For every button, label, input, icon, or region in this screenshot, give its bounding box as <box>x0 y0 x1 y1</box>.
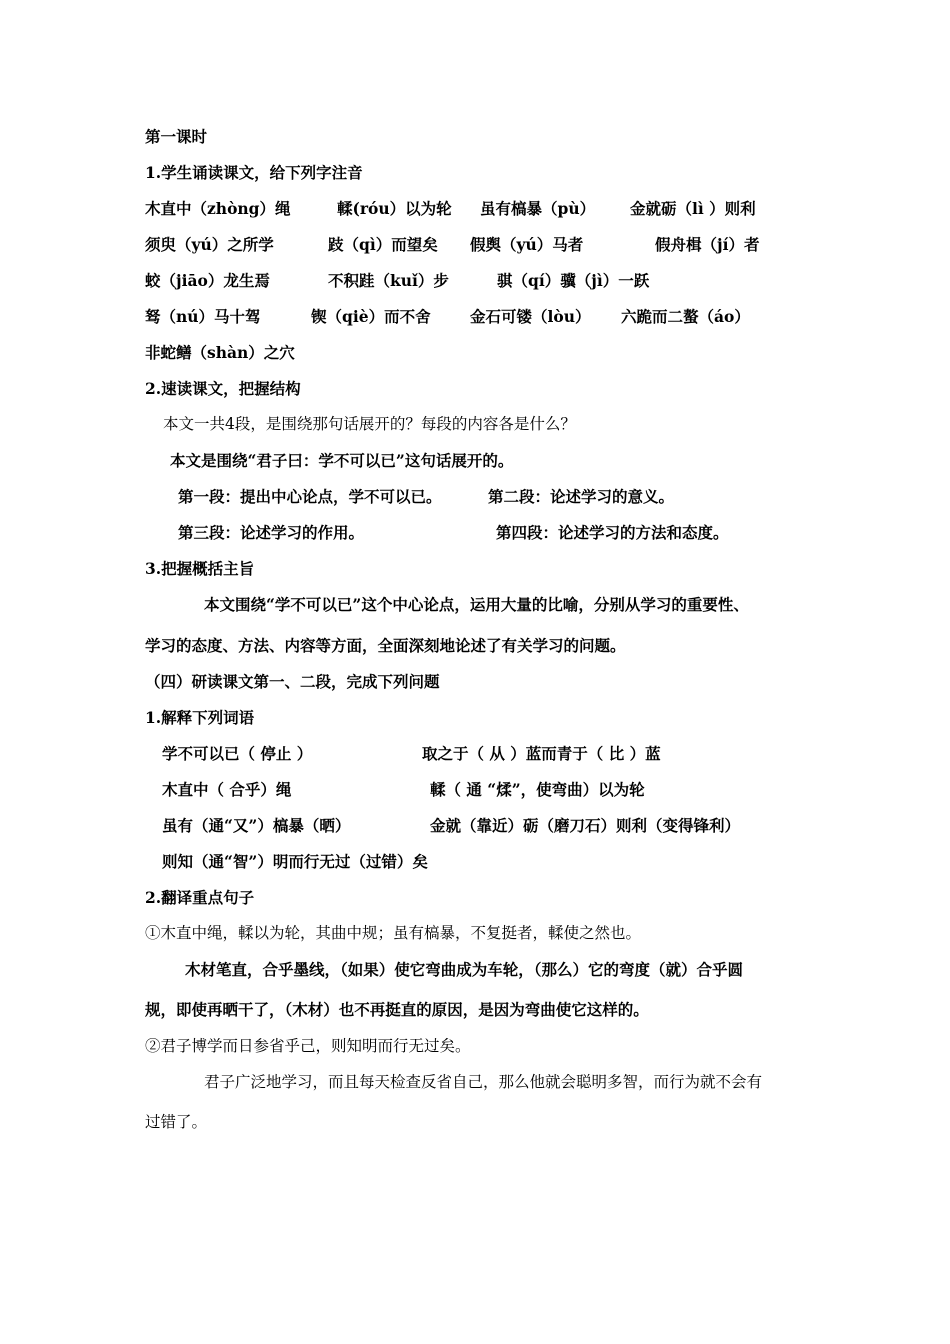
pinyin-item: 金就砺（lì ）则利 <box>630 199 756 218</box>
pinyin-item: 锲（qiè）而不舍 <box>311 307 431 326</box>
translation-2-line-2: 过错了。 <box>145 1113 208 1131</box>
translation-1-line-1: 木材笔直，合乎墨线，（如果）使它弯曲成为车轮，（那么）它的弯度（就）合乎圆 <box>185 960 744 979</box>
pinyin-item: 虽有槁暴（pù） <box>480 199 596 218</box>
vocabulary-item: 学不可以已（ 停止 ） <box>162 744 313 763</box>
vocabulary-item: 輮（ 通 “煣”，使弯曲）以为轮 <box>430 780 645 799</box>
pinyin-item: 六跪而二螯（áo） <box>621 307 750 326</box>
pinyin-item: 骐（qí）骥（jì）一跃 <box>497 271 650 290</box>
pinyin-item: 木直中（zhòng）绳 <box>145 199 291 218</box>
paragraph-4-summary: 第四段：论述学习的方法和态度。 <box>496 523 729 542</box>
structure-question: 本文一共4段，是围绕那句话展开的？每段的内容各是什么？ <box>163 415 576 433</box>
vocabulary-item: 取之于（ 从 ）蓝而青于（ 比 ）蓝 <box>422 744 661 763</box>
translation-heading: 2.翻译重点句子 <box>145 888 255 907</box>
vocabulary-row-4: 则知（通“智”）明而行无过（过错）矣 <box>162 852 428 871</box>
pinyin-item: 跂（qì）而望矣 <box>328 235 438 254</box>
pinyin-row-5: 非蛇鳝（shàn）之穴 <box>145 343 295 362</box>
pinyin-item: 须臾（yú）之所学 <box>145 235 274 254</box>
translation-2-line-1: 君子广泛地学习，而且每天检查反省自己，那么他就会聪明多智，而行为就不会有 <box>204 1073 763 1091</box>
paragraph-2-summary: 第二段：论述学习的意义。 <box>488 487 675 506</box>
pinyin-item: 蛟（jiāo）龙生焉 <box>145 271 270 290</box>
pinyin-item: 假舟楫（jí）者 <box>655 235 760 254</box>
pinyin-item: 假舆（yú）马者 <box>470 235 584 254</box>
translation-1-line-2: 规，即使再晒干了，（木材）也不再挺直的原因，是因为弯曲使它这样的。 <box>145 1000 649 1019</box>
pinyin-item: 輮(róu）以为轮 <box>337 199 452 218</box>
section-4-heading: （四）研读课文第一、二段，完成下列问题 <box>145 672 440 691</box>
theme-line-1: 本文围绕“学不可以已”这个中心论点，运用大量的比喻，分别从学习的重要性、 <box>204 595 749 614</box>
pinyin-item: 不积跬（kuǐ）步 <box>328 271 449 290</box>
section-3-heading: 3.把握概括主旨 <box>145 559 255 578</box>
paragraph-3-summary: 第三段：论述学习的作用。 <box>178 523 365 542</box>
section-1-heading: 1.学生诵读课文，给下列字注音 <box>145 163 363 182</box>
section-2-heading: 2.速读课文，把握结构 <box>145 379 301 398</box>
vocabulary-heading: 1.解释下列词语 <box>145 708 255 727</box>
lesson-title: 第一课时 <box>145 127 208 146</box>
vocabulary-item: 木直中（ 合乎）绳 <box>162 780 292 799</box>
vocabulary-item: 金就（靠近）砺（磨刀石）则利（变得锋利） <box>430 816 741 835</box>
sentence-1: ①木直中绳，輮以为轮，其曲中规；虽有槁暴，不复挺者，輮使之然也。 <box>145 924 642 942</box>
sentence-2: ②君子博学而日参省乎己，则知明而行无过矣。 <box>145 1037 471 1055</box>
paragraph-1-summary: 第一段：提出中心论点，学不可以已。 <box>178 487 442 506</box>
theme-line-2: 学习的态度、方法、内容等方面，全面深刻地论述了有关学习的问题。 <box>145 636 626 655</box>
pinyin-item: 金石可镂（lòu） <box>470 307 591 326</box>
pinyin-item: 驽（nú）马十驾 <box>145 307 261 326</box>
vocabulary-item: 虽有（通“又”）槁暴（晒） <box>162 816 351 835</box>
structure-answer: 本文是围绕“君子曰：学不可以已”这句话展开的。 <box>170 451 514 470</box>
